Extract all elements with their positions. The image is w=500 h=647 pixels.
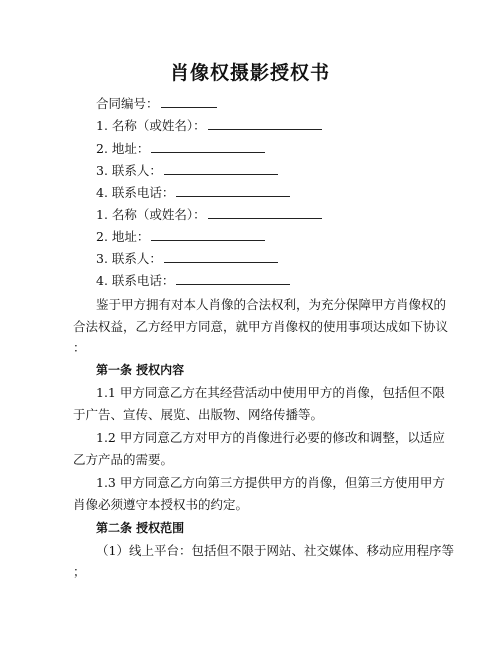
clause-1-1-line-1: 1.1 甲方同意乙方在其经营活动中使用甲方的肖像，包括但不限 (96, 385, 445, 400)
contract-number-label: 合同编号： (96, 96, 159, 111)
clause-1-2-line-2: 乙方产品的需要。 (73, 452, 174, 467)
intro-line-2: 合法权益，乙方经甲方同意，就甲方肖像权的使用事项达成如下协议 (73, 319, 449, 334)
party-a-address-field (96, 140, 265, 157)
party-a-phone-label: 4. 联系电话： (96, 185, 175, 200)
intro-line-1: 鉴于甲方拥有对本人肖像的合法权利，为充分保障甲方肖像权的 (96, 297, 447, 312)
party-a-address-blank (151, 140, 265, 153)
party-b-phone-field (96, 272, 290, 289)
clause-1-3-line-2: 肖像必须遵守本授权书的约定。 (73, 497, 249, 512)
party-b-address-field (96, 228, 265, 245)
party-a-contact-blank (164, 162, 278, 175)
contract-number-field (96, 95, 217, 112)
clause-1-3-line-1: 1.3 甲方同意乙方向第三方提供甲方的肖像，但第三方使用甲方 (96, 475, 445, 490)
party-b-name-field (96, 206, 322, 223)
party-b-name-blank (208, 206, 322, 219)
party-a-contact-field (96, 162, 278, 179)
party-a-contact-label: 3. 联系人： (96, 163, 162, 178)
party-a-phone-blank (176, 184, 290, 197)
party-a-name-blank (208, 117, 322, 130)
party-b-contact-field (96, 250, 278, 267)
clause-1-1-line-2: 于广告、宣传、展览、出版物、网络传播等。 (73, 407, 324, 422)
party-a-phone-field (96, 184, 290, 201)
scope-1-line-2: ； (73, 564, 86, 579)
article-1-heading: 第一条 授权内容 (96, 363, 185, 377)
party-b-contact-label: 3. 联系人： (96, 251, 162, 266)
scope-1-line-1: （1）线上平台：包括但不限于网站、社交媒体、移动应用程序等 (96, 543, 454, 558)
party-b-address-label: 2. 地址： (96, 229, 150, 244)
clause-1-2-line-1: 1.2 甲方同意乙方对甲方的肖像进行必要的修改和调整，以适应 (96, 430, 445, 445)
party-a-address-label: 2. 地址： (96, 141, 150, 156)
document-title: 肖像权摄影授权书 (169, 62, 330, 84)
party-b-phone-blank (176, 272, 290, 285)
party-b-name-label: 1. 名称（或姓名）： (96, 207, 206, 222)
party-b-address-blank (151, 228, 265, 241)
party-a-name-label: 1. 名称（或姓名）： (96, 118, 206, 133)
contract-number-blank (161, 95, 217, 108)
article-2-heading: 第二条 授权范围 (96, 521, 185, 535)
party-b-phone-label: 4. 联系电话： (96, 273, 175, 288)
party-b-contact-blank (164, 250, 278, 263)
intro-line-3: ： (73, 340, 86, 355)
party-a-name-field (96, 117, 322, 134)
